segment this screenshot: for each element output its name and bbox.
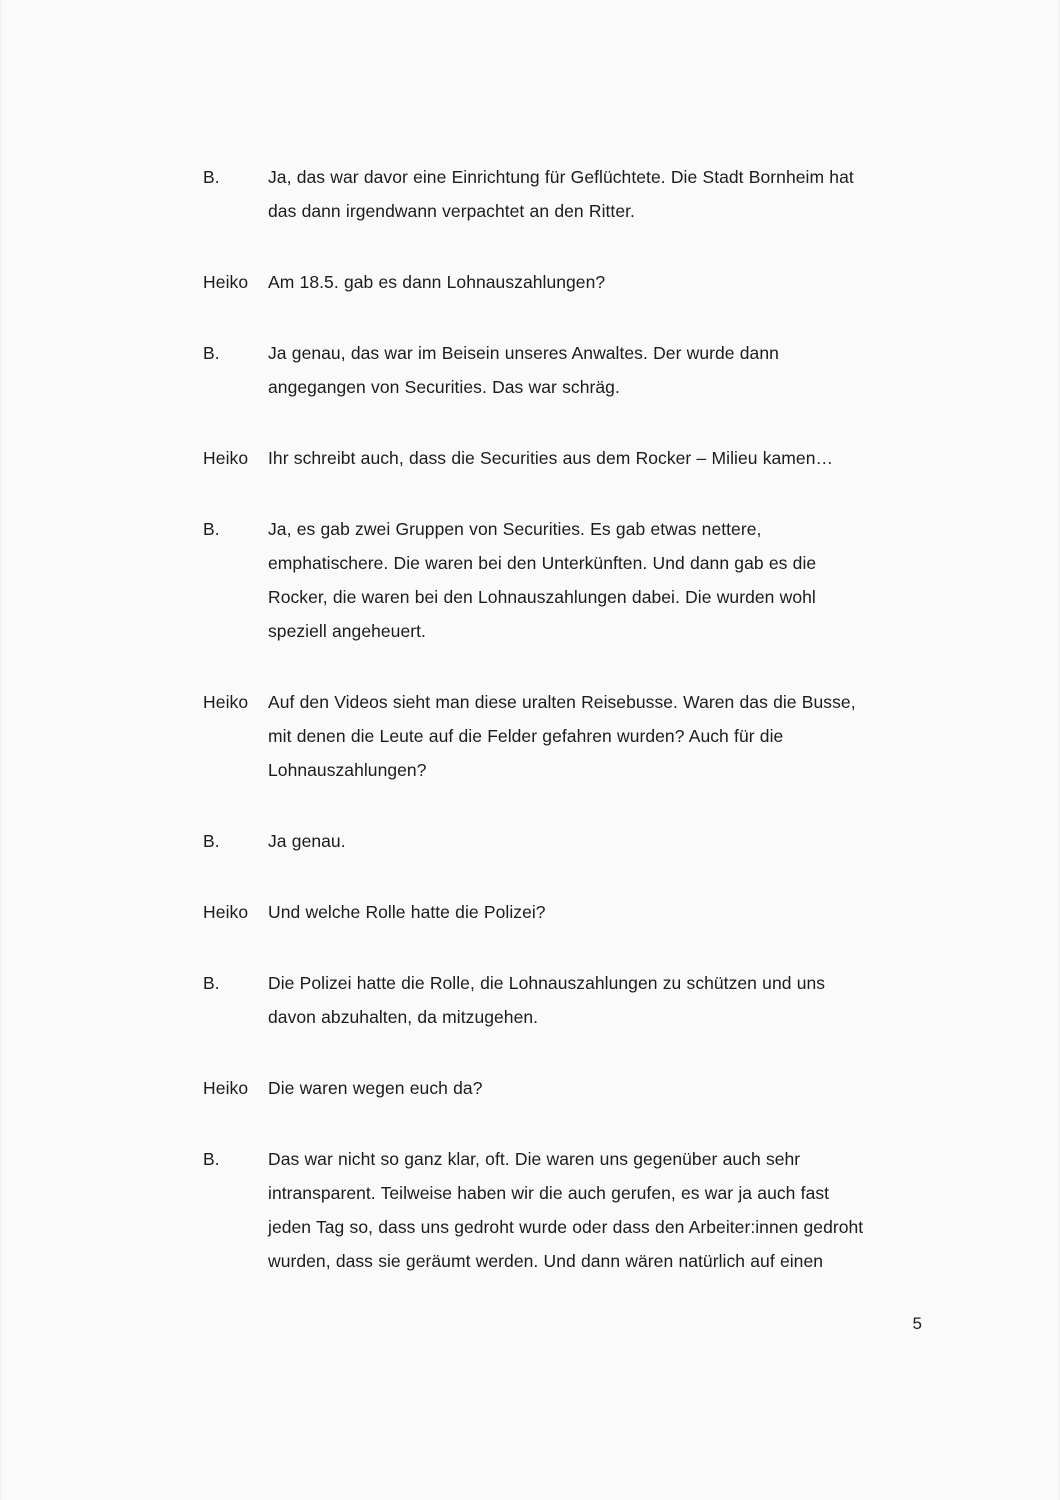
transcript-turn <box>203 1071 867 1105</box>
speaker-label: B. <box>203 167 220 187</box>
utterance-text: Ja, es gab zwei Gruppen von Securities. Es gab etwas nettere, emphatischere. Die waren bei den Unterkünften. Und dann gab es die Rocker, die waren bei den Lohnauszahlungen dabei. Die wurden wohl speziell angeheuert. <box>268 519 817 641</box>
transcript-turn <box>203 336 867 404</box>
utterance-text: Das war nicht so ganz klar, oft. Die waren uns gegenüber auch sehr intransparent. Teilweise haben wir die auch gerufen, es war ja auch fast jeden Tag so, dass uns gedroht wurde oder dass den Arbeiter:innen gedroht wurden, dass sie geräumt werden. Und dann wären natürlich auf einen <box>268 1149 864 1271</box>
utterance-text: Ja, das war davor eine Einrichtung für Geflüchtete. Die Stadt Bornheim hat das dann irgendwann verpachtet an den Ritter. <box>268 167 854 221</box>
utterance-text: Auf den Videos sieht man diese uralten Reisebusse. Waren das die Busse, mit denen die Leute auf die Felder gefahren wurden? Auch für die Lohnauszahlungen? <box>268 692 856 780</box>
utterance-text: Ihr schreibt auch, dass die Securities aus dem Rocker – Milieu kamen… <box>268 448 834 468</box>
utterance-text: Und welche Rolle hatte die Polizei? <box>268 902 546 922</box>
utterance-text: Ja genau. <box>268 831 346 851</box>
transcript-turn <box>203 895 867 929</box>
transcript-turn <box>203 265 867 299</box>
transcript-turn <box>203 441 867 475</box>
speaker-label: Heiko <box>203 448 249 468</box>
utterance-text: Die Polizei hatte die Rolle, die Lohnauszahlungen zu schützen und uns davon abzuhalten, da mitzugehen. <box>268 973 826 1027</box>
transcript-body <box>203 160 867 1315</box>
speaker-label: B. <box>203 1149 220 1169</box>
transcript-turn <box>203 966 867 1034</box>
speaker-label: B. <box>203 519 220 539</box>
speaker-label: B. <box>203 831 220 851</box>
speaker-label: Heiko <box>203 902 249 922</box>
speaker-label: Heiko <box>203 692 249 712</box>
transcript-turn <box>203 160 867 228</box>
transcript-turn <box>203 1142 867 1278</box>
transcript-turn <box>203 685 867 787</box>
speaker-label: B. <box>203 973 220 993</box>
speaker-label: B. <box>203 343 220 363</box>
utterance-text: Am 18.5. gab es dann Lohnauszahlungen? <box>268 272 606 292</box>
page-number: 5 <box>912 1314 922 1333</box>
transcript-turn <box>203 512 867 648</box>
speaker-label: Heiko <box>203 1078 249 1098</box>
speaker-label: Heiko <box>203 272 249 292</box>
transcript-turn <box>203 824 867 858</box>
utterance-text: Ja genau, das war im Beisein unseres Anwaltes. Der wurde dann angegangen von Securities. Das war schräg. <box>268 343 779 397</box>
utterance-text: Die waren wegen euch da? <box>268 1078 483 1098</box>
